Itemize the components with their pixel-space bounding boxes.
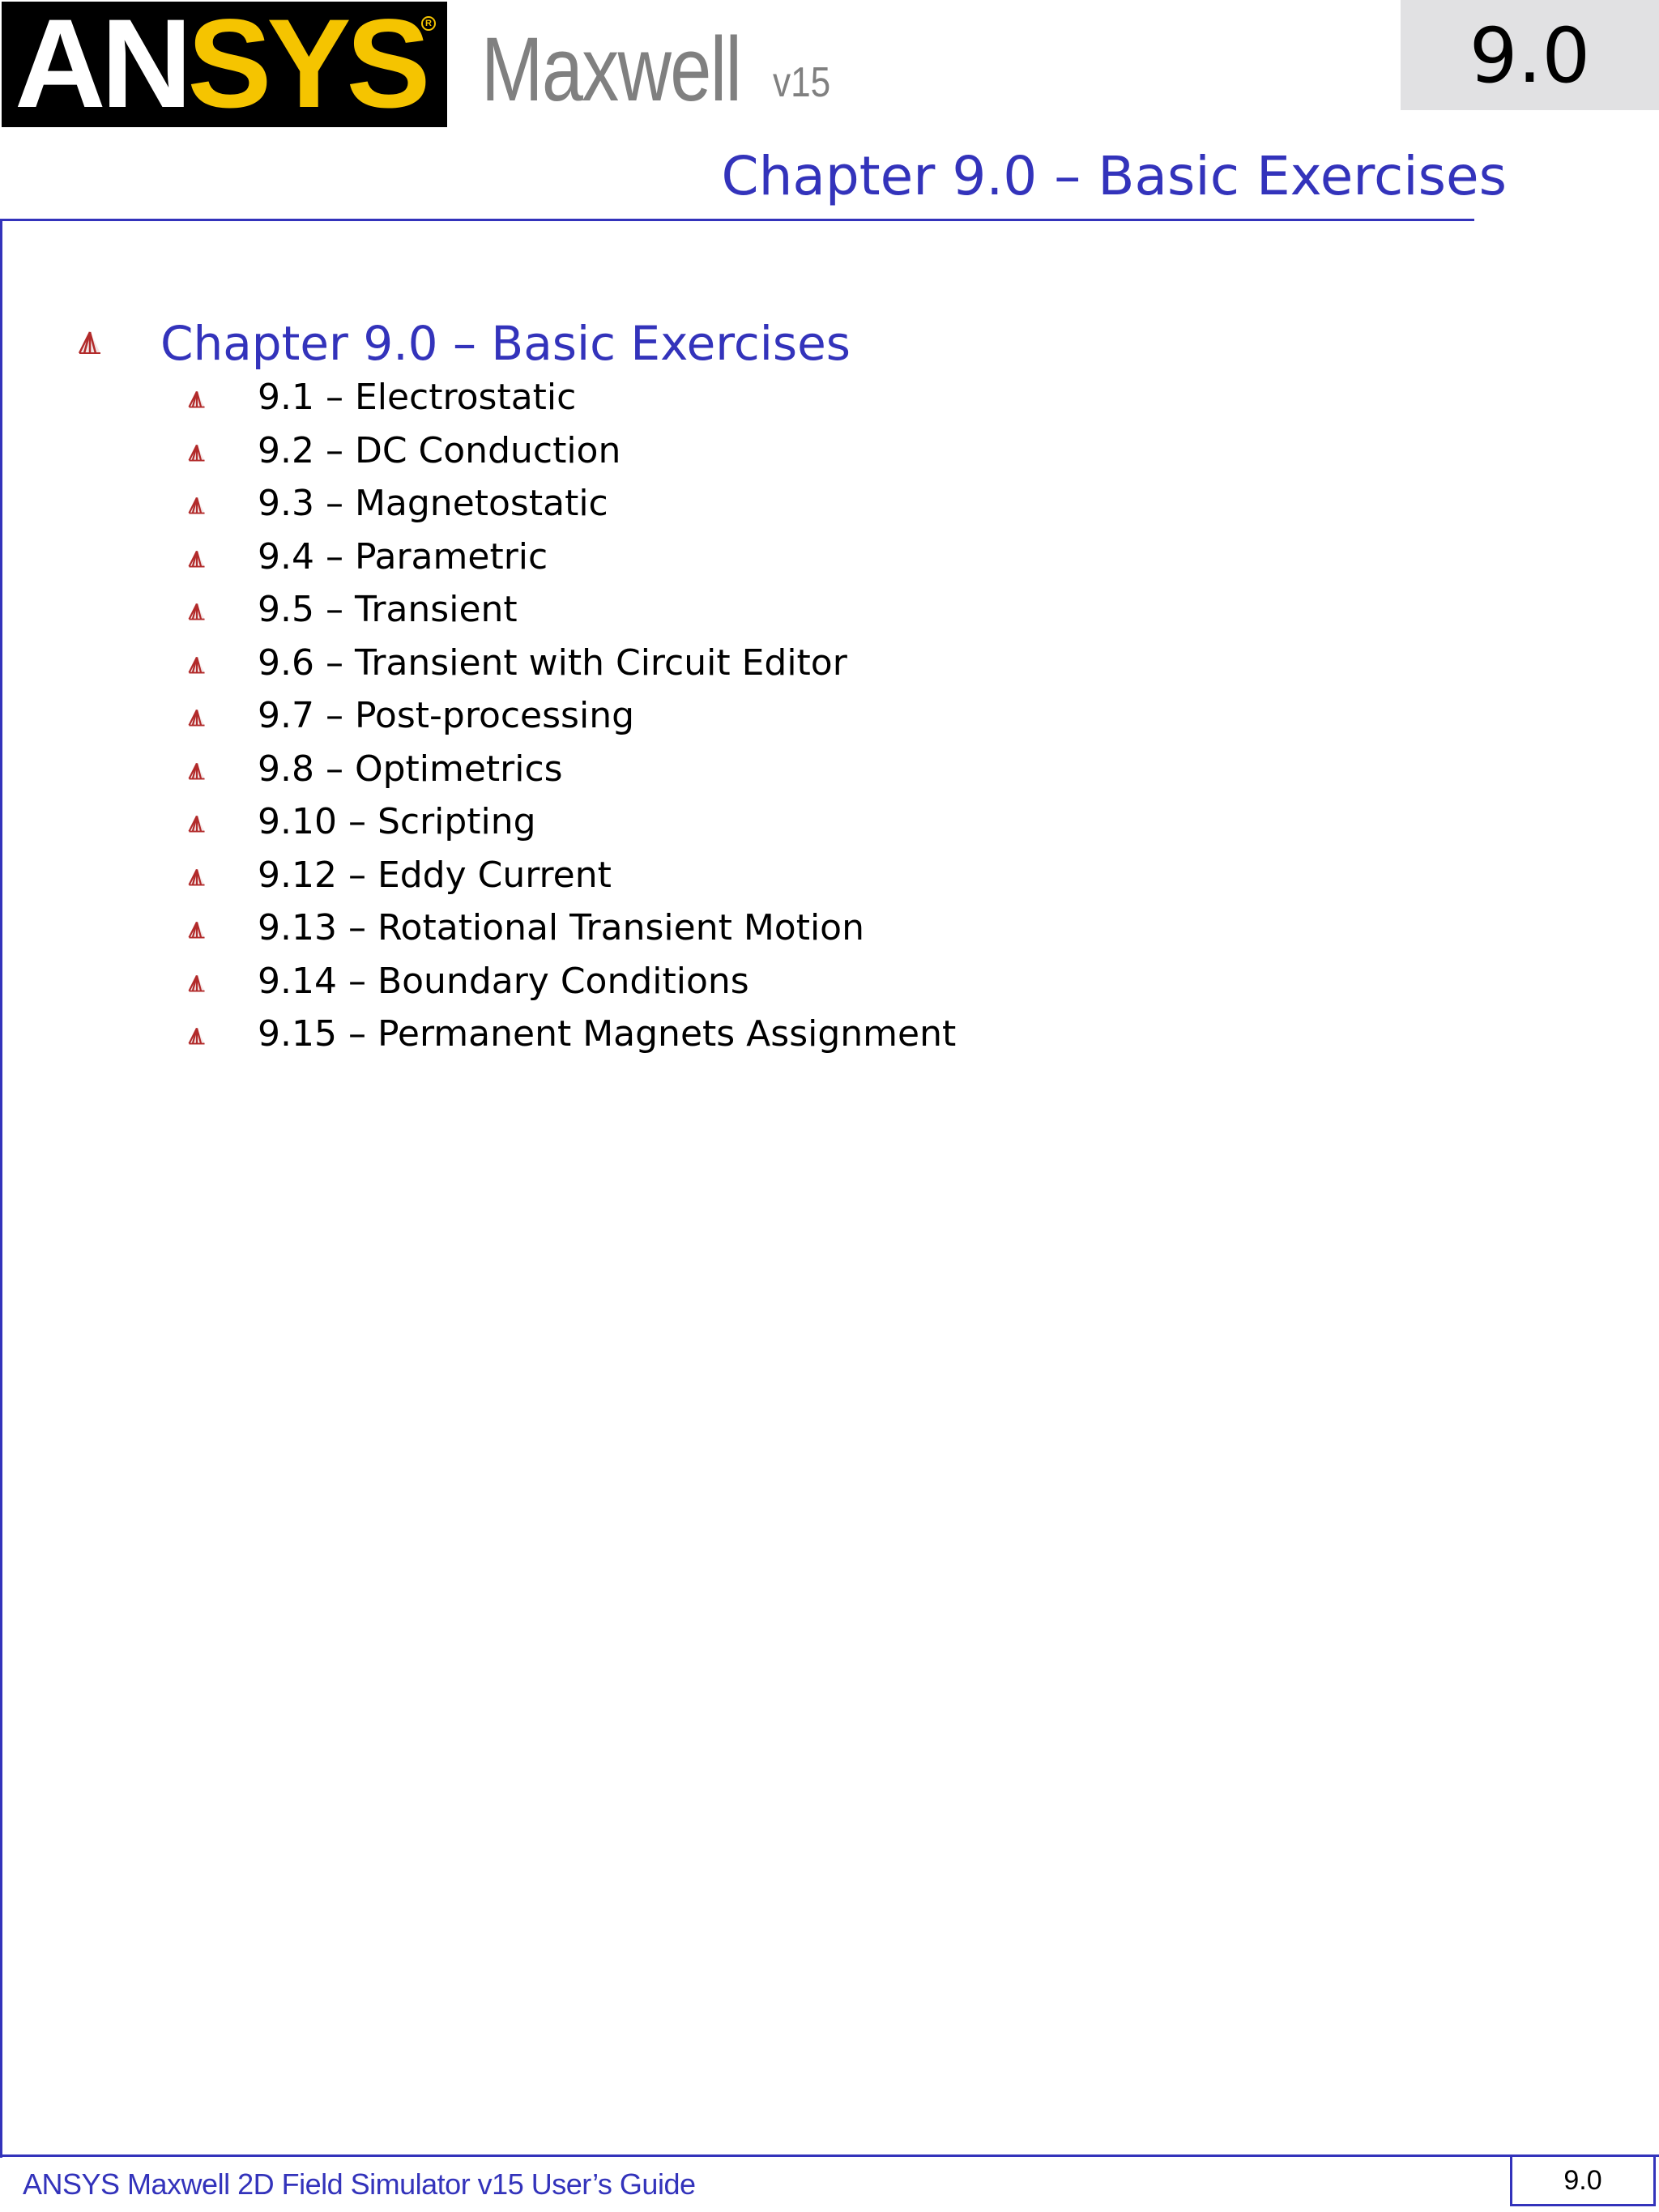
footer-page-number: 9.0 bbox=[1510, 2154, 1656, 2206]
product-title bbox=[481, 19, 831, 120]
footer-divider bbox=[0, 2154, 1659, 2157]
outline-sub-label: 9.8 – Optimetrics bbox=[258, 748, 563, 790]
outline-sub-label: 9.12 – Eddy Current bbox=[258, 854, 612, 896]
outline-sub-label: 9.2 – DC Conduction bbox=[258, 429, 621, 471]
header-divider bbox=[0, 219, 1474, 221]
footer-guide-title: ANSYS Maxwell 2D Field Simulator v15 User’s Guide bbox=[23, 2167, 696, 2201]
outline-sub-label: 9.14 – Boundary Conditions bbox=[258, 960, 749, 1002]
triangle-bullet-icon bbox=[188, 656, 206, 674]
triangle-bullet-icon bbox=[188, 444, 206, 462]
outline-sub-label: 9.6 – Transient with Circuit Editor bbox=[258, 641, 847, 684]
triangle-bullet-icon bbox=[188, 815, 206, 833]
outline-sub-label: 9.5 – Transient bbox=[258, 589, 518, 630]
triangle-bullet-icon bbox=[188, 390, 206, 408]
product-name: Maxwell bbox=[481, 19, 741, 120]
left-margin-divider bbox=[0, 219, 2, 2158]
outline-sub-label: 9.7 – Post-processing bbox=[258, 695, 635, 736]
ansys-logo-wordmark bbox=[15, 3, 425, 125]
triangle-bullet-icon bbox=[188, 921, 206, 939]
outline-main-label: Chapter 9.0 – Basic Exercises bbox=[160, 316, 851, 371]
outline-sub-label: 9.4 – Parametric bbox=[258, 535, 548, 578]
outline-sub-label: 9.1 – Electrostatic bbox=[258, 377, 577, 418]
triangle-bullet-icon bbox=[188, 1027, 206, 1045]
triangle-bullet-icon bbox=[188, 709, 206, 727]
triangle-bullet-icon bbox=[188, 497, 206, 514]
chapter-number-badge: 9.0 bbox=[1401, 0, 1659, 110]
product-version: v15 bbox=[773, 59, 831, 106]
outline-sub-label: 9.15 – Permanent Magnets Assignment bbox=[258, 1013, 957, 1055]
outline-sub-label: 9.10 – Scripting bbox=[258, 801, 536, 842]
triangle-bullet-icon bbox=[188, 974, 206, 992]
registered-mark-icon: R bbox=[421, 16, 436, 31]
outline-sub-label: 9.13 – Rotational Transient Motion bbox=[258, 907, 864, 948]
logo-text-sys: SYS bbox=[187, 2, 426, 127]
logo-text-an: AN bbox=[15, 2, 188, 127]
triangle-bullet-icon bbox=[188, 762, 206, 780]
triangle-bullet-icon bbox=[188, 868, 206, 886]
triangle-bullet-icon bbox=[188, 603, 206, 620]
ansys-logo bbox=[2, 2, 447, 127]
triangle-bullet-icon bbox=[188, 550, 206, 568]
triangle-bullet-icon bbox=[78, 330, 102, 355]
page-title: Chapter 9.0 – Basic Exercises bbox=[721, 145, 1507, 207]
outline-sub-label: 9.3 – Magnetostatic bbox=[258, 483, 608, 524]
